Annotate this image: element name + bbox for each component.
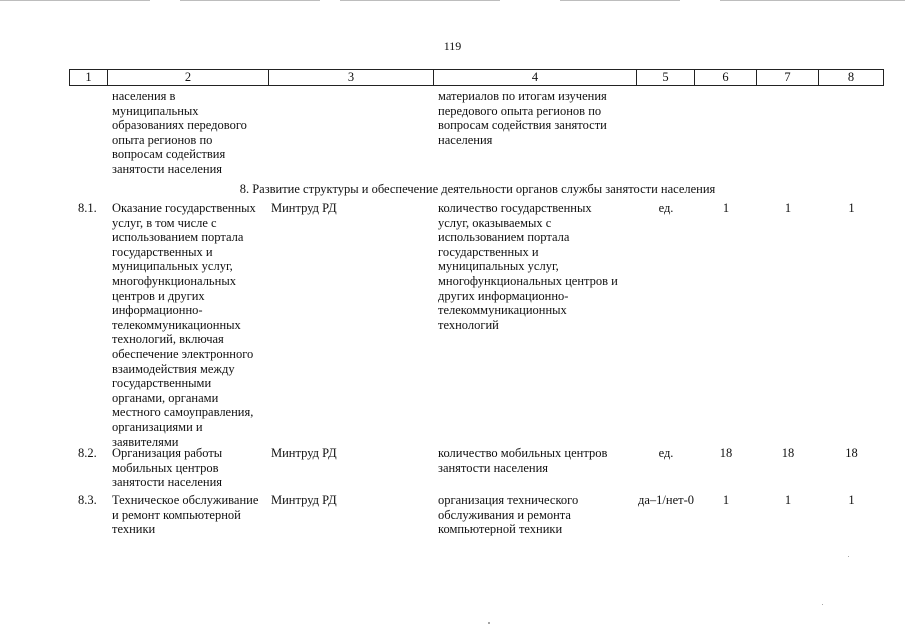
row-value-col8: 18 <box>845 446 858 460</box>
column-header: 5 <box>637 69 695 86</box>
column-header: 3 <box>269 69 434 86</box>
row-unit: ед. <box>658 201 674 215</box>
row-measure: Оказание государственных услуг, в том числе с использованием портала государственных и муниципальных услуг, многофункциональных центров и других информационно- телекоммуникационных технологий, включая обеспечение электронного взаимодействия между государственными органами, органами местного самоуправления, организациями и заявителями <box>112 201 256 449</box>
row-value-col7: 1 <box>784 201 792 215</box>
row-executor: Минтруд РД <box>271 493 337 507</box>
column-header: 6 <box>695 69 757 86</box>
column-header: 1 <box>69 69 108 86</box>
row-unit: да–1/нет-0 <box>638 493 694 507</box>
row-executor: Минтруд РД <box>271 201 337 215</box>
row-indicator: количество мобильных центров занятости населения <box>438 446 608 475</box>
row-value-col7: 1 <box>784 493 792 507</box>
scan-edge-line <box>340 0 500 1</box>
row-value-col8: 1 <box>848 201 855 215</box>
row-number: 8.1. <box>78 201 97 215</box>
row-indicator: количество государственных услуг, оказываемых с использованием портала государственных и муниципальных услуг, многофункциональных центров и других информационно- телекоммуникационных технологий <box>438 201 618 332</box>
scan-edge-line <box>0 0 150 1</box>
row-value-col8: 1 <box>848 493 855 507</box>
scan-edge-line <box>720 0 905 1</box>
column-header: 4 <box>434 69 637 86</box>
continuation-indicator-text: материалов по итогам изучения передового опыта регионов по вопросам содействия занятости населения <box>438 89 607 147</box>
row-value-col6: 1 <box>722 201 730 215</box>
column-header: 7 <box>757 69 819 86</box>
page-number: 119 <box>443 39 462 53</box>
row-measure: Техническое обслуживание и ремонт компьютерной техники <box>112 493 259 537</box>
row-measure: Организация работы мобильных центров занятости населения <box>112 446 223 490</box>
scan-speck <box>822 604 823 605</box>
row-indicator: организация технического обслуживания и ремонта компьютерной техники <box>438 493 579 537</box>
scan-speck <box>848 556 849 557</box>
continuation-measure-text: населения в муниципальных образованиях передового опыта регионов по вопросам содействия занятости населения <box>112 89 247 176</box>
row-unit: ед. <box>658 446 674 460</box>
row-number: 8.2. <box>78 446 97 460</box>
column-header: 8 <box>819 69 884 86</box>
scan-edge-line <box>560 0 680 1</box>
row-executor: Минтруд РД <box>271 446 337 460</box>
row-value-col6: 1 <box>722 493 730 507</box>
row-value-col6: 18 <box>719 446 733 460</box>
row-number: 8.3. <box>78 493 97 507</box>
row-value-col7: 18 <box>781 446 795 460</box>
column-header: 2 <box>108 69 269 86</box>
section-title: 8. Развитие структуры и обеспечение деятельности органов службы занятости населения <box>239 182 716 196</box>
scan-speck <box>488 622 490 624</box>
scan-edge-line <box>180 0 320 1</box>
